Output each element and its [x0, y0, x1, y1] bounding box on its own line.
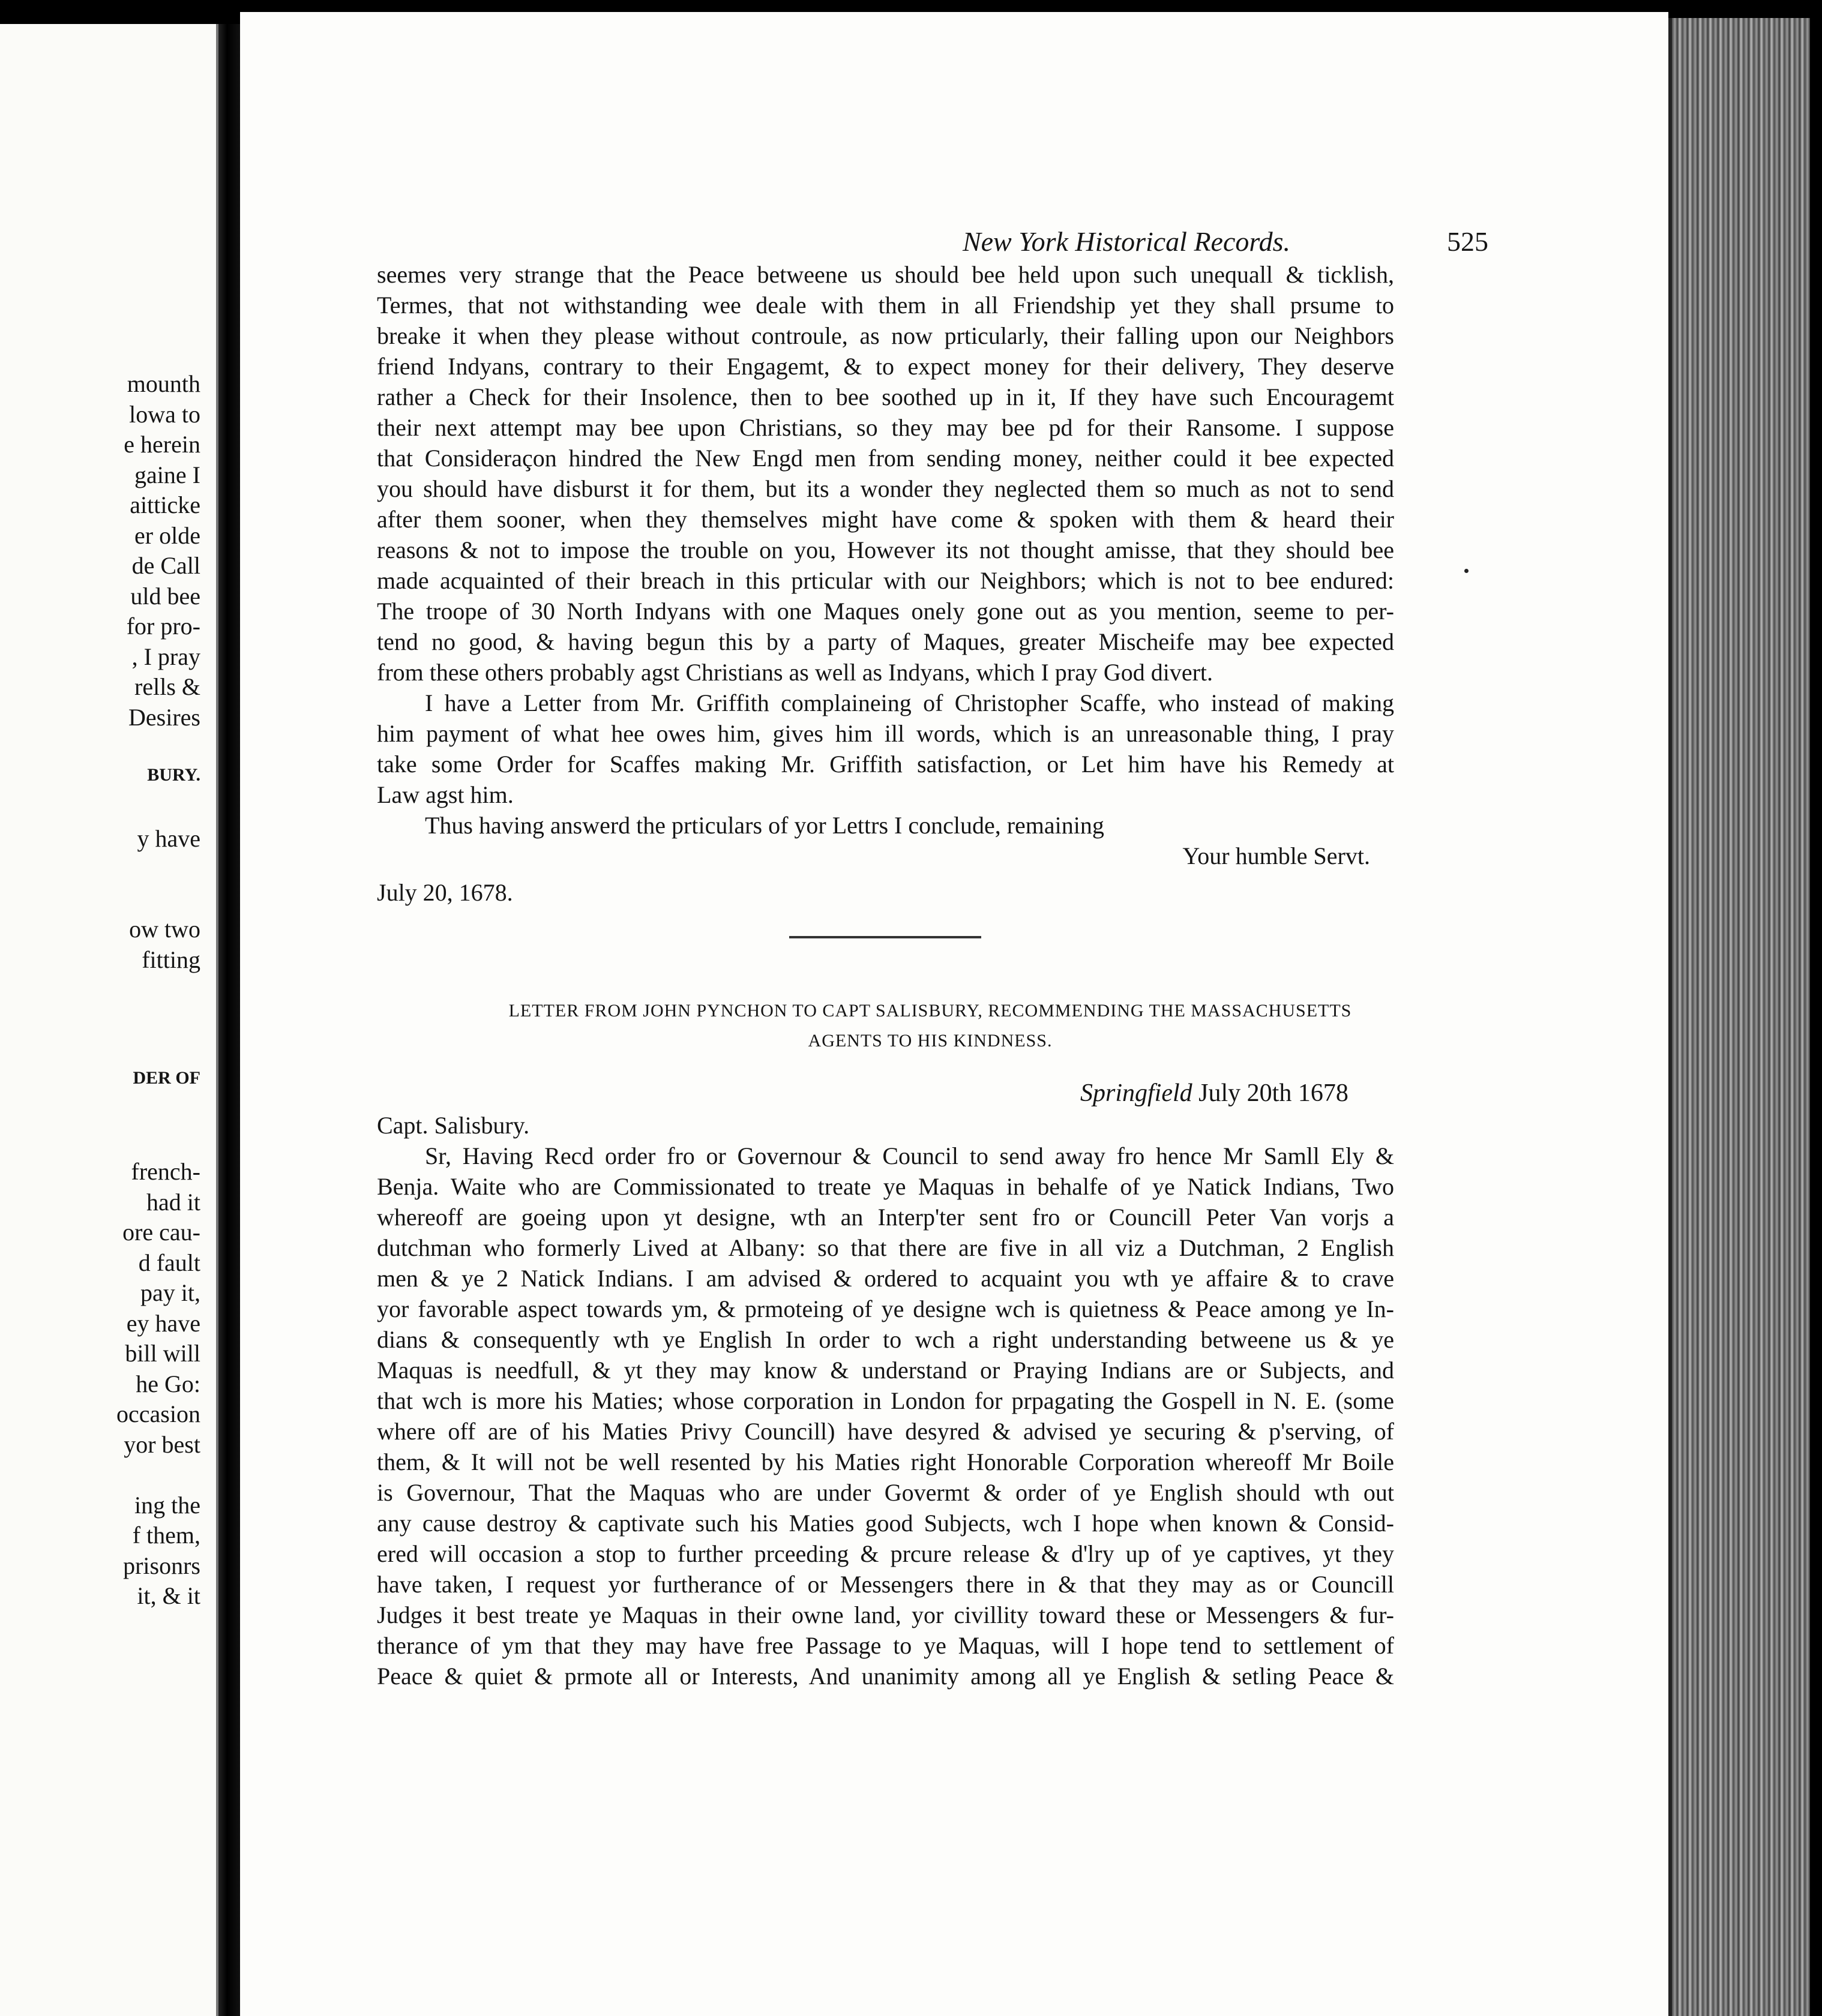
text-line: I have a Letter from Mr. Griffith complaineing of Christopher Scaffe, who instead of making: [425, 689, 1394, 716]
book-gutter: [218, 24, 240, 2016]
page-edges: [1668, 18, 1810, 2016]
text-line: therance of ym that they may have free Passage to ye Maquas, will I hope tend to settlement of: [377, 1632, 1394, 1659]
text-line: that Consideraçon hindred the New Engd men from sending money, neither could it bee expected: [377, 445, 1394, 472]
letter-date: July 20, 1678.: [377, 879, 513, 906]
text-line: you should have disburst it for them, but its a wonder they neglected them so much as not to send: [377, 475, 1394, 502]
letter-one-body: [377, 259, 1394, 908]
text-line: have taken, I request yor furtherance of or Messengers there in & that they may as or Councill: [377, 1571, 1394, 1598]
text-line: take some Order for Scaffes making Mr. Griffith satisfaction, or Let him have his Remedy at: [377, 751, 1394, 778]
text-line: is Governour, That the Maquas who are under Govermt & order of ye English should wth out: [377, 1479, 1394, 1506]
letter-two-body: [377, 1110, 1394, 1691]
facing-page-line: he Go:: [136, 1370, 200, 1397]
text-line: them, & It will not be well resented by his Maties right Honorable Corporation whereoff Mr Boile: [377, 1448, 1394, 1475]
facing-page-line: e herein: [124, 431, 200, 458]
text-line: Law agst him.: [377, 781, 514, 808]
facing-page-line: yor best: [124, 1430, 200, 1458]
facing-page-line: er olde: [134, 521, 200, 549]
text-line: made acquainted of their breach in this prticular with our Neighbors; which is not to bee endured:: [377, 567, 1394, 594]
text-line: any cause destroy & captivate such his Maties good Subjects, wch I hope when known & Consid-: [377, 1510, 1394, 1537]
text-line: men & ye 2 Natick Indians. I am advised & ordered to acquaint you wth ye affaire & to crave: [377, 1265, 1394, 1292]
text-line: Maquas is needfull, & yt they may know & understand or Praying Indians are or Subjects, and: [377, 1357, 1394, 1384]
facing-page-line: , I pray: [131, 643, 200, 670]
text-line: seemes very strange that the Peace betweene us should bee held upon such unequall & ticklish,: [377, 261, 1394, 288]
facing-page-line: f them,: [132, 1522, 200, 1549]
text-line: yor favorable aspect towards ym, & prmoteing of ye designe wch is quietness & Peace among ye In-: [377, 1295, 1394, 1322]
text-line: where off are of his Maties Privy Councill) have desyred & advised ye securing & p'serving, of: [377, 1418, 1394, 1445]
text-line: after them sooner, when they themselves might have come & spoken with them & heard their: [377, 506, 1394, 533]
facing-page-line: lowa to: [129, 400, 200, 428]
section-divider: [789, 936, 981, 938]
facing-page-line: y have: [137, 824, 200, 852]
salutation: Capt. Salisbury.: [377, 1112, 530, 1139]
facing-page-line: bill will: [125, 1340, 200, 1367]
letter-dateline: [1080, 1079, 1578, 1108]
facing-page-line: ore cau-: [122, 1219, 200, 1246]
facing-page-line: uld bee: [130, 582, 200, 610]
closing-paragraph: Thus having answerd the prticulars of yor Lettrs I conclude, remaining: [425, 812, 1104, 839]
dateline-place: Springfield: [1080, 1079, 1192, 1107]
text-line: dutchman who formerly Lived at Albany: so that there are five in all viz a Dutchman, 2 English: [377, 1234, 1394, 1261]
facing-page-line: had it: [146, 1188, 200, 1216]
facing-page-line: ing the: [134, 1491, 200, 1519]
text-line: whereoff are goeing upon yt designe, wth an Interp'ter sent fro or Councill Peter Van vorjs a: [377, 1204, 1394, 1231]
text-line: rather a Check for their Insolence, then to bee soothed up in it, If they have such Encouragemt: [377, 383, 1394, 410]
facing-page-line: fitting: [142, 946, 200, 973]
facing-page-line: DER OF: [133, 1067, 200, 1088]
text-line: Judges it best treate ye Maquas in their owne land, yor civillity toward these or Messengers & fur-: [377, 1601, 1394, 1628]
text-line: breake it when they please without controule, as now prticularly, their falling upon our Neighbors: [377, 322, 1394, 349]
facing-page-line: mounth: [127, 370, 200, 397]
text-line: dians & consequently wth ye English In order to wch a right understanding betweene us & ye: [377, 1326, 1394, 1353]
text-line: reasons & not to impose the trouble on you, However its not thought amisse, that they should bee: [377, 536, 1394, 563]
facing-page-line: BURY.: [147, 764, 200, 785]
facing-page-line: d fault: [138, 1249, 200, 1276]
text-line: tend no good, & having begun this by a party of Maques, greater Mischeife may bee expected: [377, 628, 1394, 655]
facing-page-line: for pro-: [126, 613, 200, 640]
ink-speck: [1464, 569, 1469, 573]
text-line: ered will occasion a stop to further prceeding & prcure release & d'lry up of ye captives, yt they: [377, 1540, 1394, 1567]
facing-page-line: prisonrs: [123, 1552, 200, 1579]
facing-page-line: ow two: [129, 916, 200, 943]
text-line: Benja. Waite who are Commissionated to treate ye Maquas in behalfe of ye Natick Indians, Two: [377, 1173, 1394, 1200]
text-line: friend Indyans, contrary to their Engagemt, & to expect money for their delivery, They deserve: [377, 353, 1394, 380]
facing-page-line: french-: [131, 1158, 200, 1185]
facing-page-line: occasion: [116, 1400, 200, 1427]
book-page: [240, 12, 1668, 2016]
text-line: Peace & quiet & prmote all or Interests, And unanimity among all ye English & setling Peace &: [377, 1663, 1394, 1690]
page-number: 525: [1447, 226, 1488, 257]
text-line: him payment of what hee owes him, gives him ill words, which is an unreasonable thing, I pray: [377, 720, 1394, 747]
facing-page-line: ey have: [126, 1309, 200, 1337]
letter-heading-line-1: LETTER FROM JOHN PYNCHON TO CAPT SALISBURY, RECOMMENDING THE MASSACHUSETTS: [508, 1001, 1352, 1021]
signature-closing: Your humble Servt.: [1182, 842, 1370, 869]
facing-page-line: de Call: [131, 552, 200, 579]
text-line: their next attempt may bee upon Christians, so they may bee pd for their Ransome. I suppose: [377, 414, 1394, 441]
facing-page-line: it, & it: [137, 1582, 200, 1609]
facing-page-line: rells &: [134, 673, 200, 700]
facing-page-line: Desires: [128, 703, 200, 731]
letter-heading-line-2: AGENTS TO HIS KINDNESS.: [808, 1031, 1053, 1051]
facing-page-left: [0, 24, 218, 2016]
running-header-title: New York Historical Records.: [962, 226, 1290, 257]
text-line: Termes, that not withstanding wee deale with them in all Friendship yet they shall prsume to: [377, 292, 1394, 319]
text-line: The troope of 30 North Indyans with one Maques onely gone out as you mention, seeme to per-: [377, 598, 1394, 625]
dateline-date: July 20th 1678: [1198, 1079, 1348, 1107]
facing-page-line: gaine I: [134, 461, 200, 488]
facing-page-line: aitticke: [130, 491, 200, 518]
text-line: Sr, Having Recd order fro or Governour & Council to send away fro hence Mr Samll Ely &: [425, 1142, 1394, 1169]
text-line: that wch is more his Maties; whose corporation in London for prpagating the Gospell in N. E. (some: [377, 1387, 1394, 1414]
text-line: from these others probably agst Christians as well as Indyans, which I pray God divert.: [377, 659, 1213, 686]
facing-page-line: pay it,: [140, 1279, 200, 1306]
